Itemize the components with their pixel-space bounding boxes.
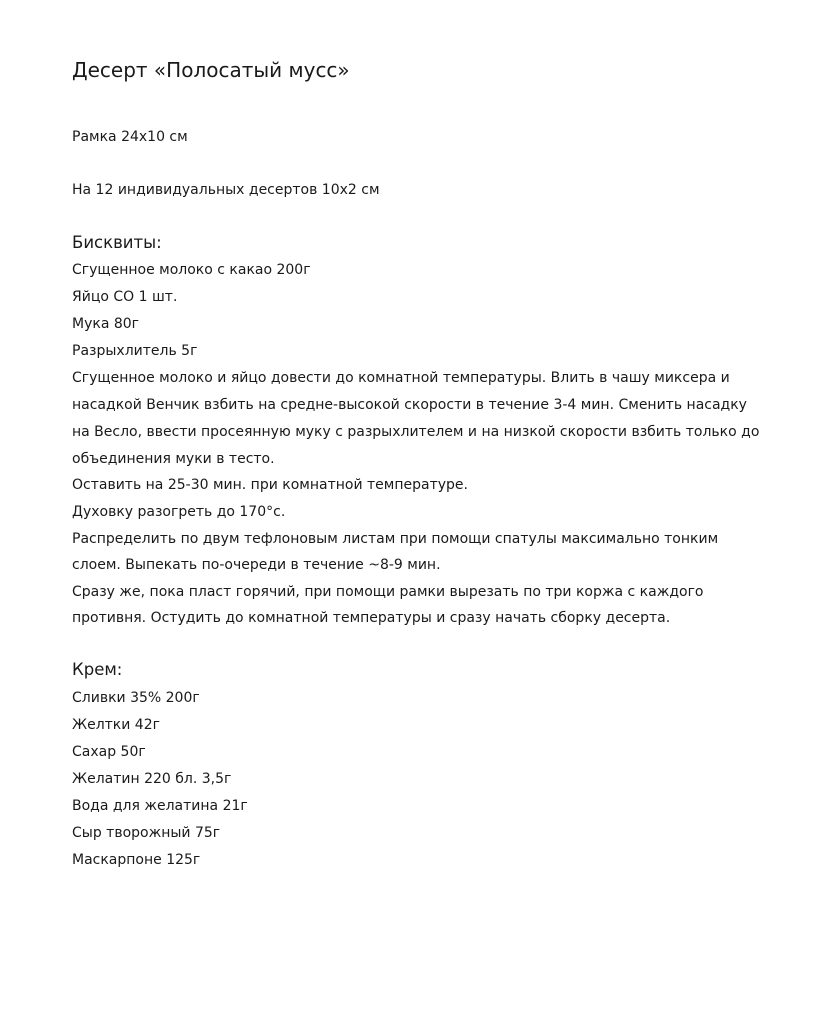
biscuit-method-line: Оставить на 25-30 мин. при комнатной температуре. xyxy=(72,477,468,493)
biscuit-ingredient: Мука 80г xyxy=(72,316,140,332)
cream-ingredient: Сливки 35% 200г xyxy=(72,690,200,706)
biscuit-method-line: Распределить по двум тефлоновым листам при помощи спатулы максимально тонким xyxy=(72,531,719,547)
cream-heading: Крем: xyxy=(72,660,123,679)
portions-info: На 12 индивидуальных десертов 10х2 см xyxy=(72,182,380,198)
biscuit-method-line: Сгущенное молоко и яйцо довести до комнатной температуры. Влить в чашу миксера и xyxy=(72,370,730,386)
cream-ingredient: Желатин 220 бл. 3,5г xyxy=(72,771,232,787)
biscuit-ingredient: Яйцо СО 1 шт. xyxy=(72,289,178,305)
frame-size: Рамка 24х10 см xyxy=(72,129,188,145)
biscuits-heading: Бисквиты: xyxy=(72,233,162,252)
biscuit-method-line: насадкой Венчик взбить на средне-высокой скорости в течение 3-4 мин. Сменить насадку xyxy=(72,397,747,413)
cream-ingredient: Сыр творожный 75г xyxy=(72,825,221,841)
cream-ingredient: Маскарпоне 125г xyxy=(72,852,201,868)
recipe-title: Десерт «Полосатый мусс» xyxy=(72,58,350,82)
biscuit-method-line: слоем. Выпекать по-очереди в течение ~8-9 мин. xyxy=(72,557,441,573)
biscuit-method-line: Духовку разогреть до 170°с. xyxy=(72,504,286,520)
biscuit-ingredient: Разрыхлитель 5г xyxy=(72,343,198,359)
biscuit-method-line: противня. Остудить до комнатной температуры и сразу начать сборку десерта. xyxy=(72,610,671,626)
cream-ingredient: Сахар 50г xyxy=(72,744,146,760)
biscuit-method-line: Сразу же, пока пласт горячий, при помощи рамки вырезать по три коржа с каждого xyxy=(72,584,704,600)
biscuit-ingredient: Сгущенное молоко с какао 200г xyxy=(72,262,311,278)
biscuit-method-line: объединения муки в тесто. xyxy=(72,451,275,467)
biscuit-method-line: на Весло, ввести просеянную муку с разрыхлителем и на низкой скорости взбить только до xyxy=(72,424,760,440)
cream-ingredient: Вода для желатина 21г xyxy=(72,798,248,814)
cream-ingredient: Желтки 42г xyxy=(72,717,160,733)
